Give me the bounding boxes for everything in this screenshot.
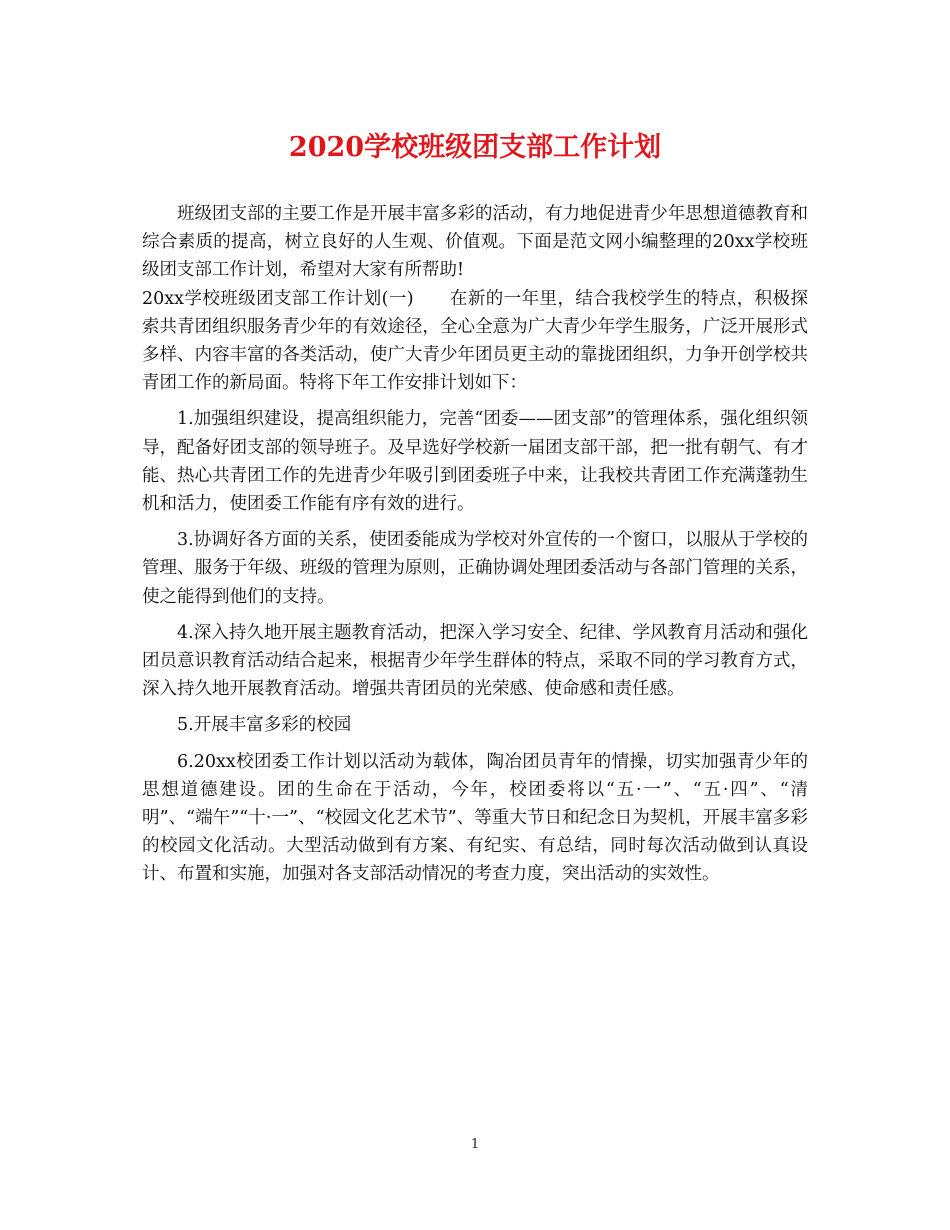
paragraph-item-5: 5.开展丰富多彩的校园 (177, 715, 352, 736)
document-body (142, 200, 808, 889)
paragraph-plan-one: 20xx学校班级团支部工作计划(一) 在新的一年里，结合我校学生的特点，积极探索共青团组织服务青少年的有效途径，全心全意为广大青少年学生服务，广泛开展形式多样、内容丰富的各类活动，使广大青少年团员更主动的靠拢团组织，力争开创学校共青团工作的新局面。特将下年工作安排计划如下： (142, 288, 808, 394)
page-number: 1 (470, 1137, 480, 1152)
document-title: 2020学校班级团支部工作计划 (288, 132, 662, 163)
paragraph-item-4: 4.深入持久地开展主题教育活动，把深入学习安全、纪律、学风教育月活动和强化团员意识教育活动结合起来，根据青少年学生群体的特点，采取不同的学习教育方式，深入持久地开展教育活动。增强共青团员的光荣感、使命感和责任感。 (142, 622, 808, 700)
paragraph-intro: 班级团支部的主要工作是开展丰富多彩的活动，有力地促进青少年思想道德教育和综合素质的提高，树立良好的人生观、价值观。下面是范文网小编整理的20xx学校班级团支部工作计划，希望对大家有所帮助! (142, 204, 808, 281)
paragraph-item-6: 6.20xx校团委工作计划以活动为载体，陶冶团员青年的情操，切实加强青少年的思想道德建设。团的生命在于活动，今年，校团委将以“五·一”、“五·四”、“清明”、“端午”“十·一”、“校园文化艺术节”、等重大节日和纪念日为契机，开展丰富多彩的校园文化活动。大型活动做到有方案、有纪实、有总结，同时每次活动做到认真设计、布置和实施，加强对各支部活动情况的考查力度，突出活动的实效性。 (142, 751, 808, 885)
paragraph-item-3: 3.协调好各方面的关系，使团委能成为学校对外宣传的一个窗口，以服从于学校的管理、服务于年级、班级的管理为原则，正确协调处理团委活动与各部门管理的关系，使之能得到他们的支持。 (142, 530, 808, 607)
paragraph-item-1: 1.加强组织建设，提高组织能力，完善“团委——团支部”的管理体系，强化组织领导，配备好团支部的领导班子。及早选好学校新一届团支部干部，把一批有朝气、有才能、热心共青团工作的先进青少年吸引到团委班子中来，让我校共青团工作充满蓬勃生机和活力，使团委工作能有序有效的进行。 (142, 409, 808, 515)
